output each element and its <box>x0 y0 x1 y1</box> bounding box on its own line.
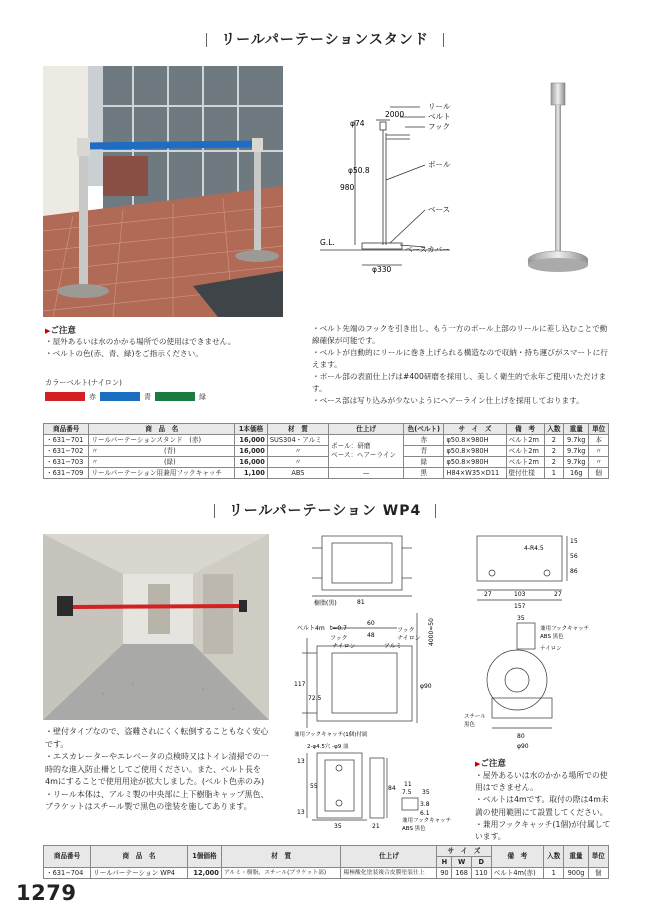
svg-text:フック: フック <box>397 627 415 634</box>
section2-warning-title: ▶ご注意 <box>475 759 506 769</box>
svg-text:56: 56 <box>570 553 578 560</box>
table-row: ・631−704 リールパーテーション WP4 12,000 アルミ・樹脂、スチール(ブラケット部) 陽極酸化塗装複合皮膜塗装仕上 90 168 110 ベルト4m(赤) 1 900g 個 <box>44 868 609 879</box>
section2-title: リールパーテーション WP4 <box>0 500 650 520</box>
stand-dimension-diagram <box>300 95 480 295</box>
svg-text:兼用フックキャッチ: 兼用フックキャッチ <box>402 818 452 824</box>
svg-text:黒色: 黒色 <box>464 722 476 728</box>
table-header-row: 商品番号 商 品 名 1本価格 材 質 仕上げ 色(ベルト) サ イ ズ 備 考 入数 重量 単位 <box>44 424 609 435</box>
svg-text:兼用フックキャッチ: 兼用フックキャッチ <box>540 626 590 632</box>
svg-text:6.1: 6.1 <box>420 810 430 817</box>
svg-text:2000: 2000 <box>385 110 405 119</box>
stand-photo <box>43 66 283 317</box>
color-label-blue: 青 <box>144 393 151 401</box>
svg-text:ナイロン: ナイロン <box>540 646 562 652</box>
section1-warning-title: ▶ご注意 <box>45 326 76 336</box>
svg-text:84: 84 <box>388 785 396 792</box>
svg-text:φ50.8: φ50.8 <box>348 166 370 175</box>
table-row: ・631−703 〃 (緑) 16,000 〃 緑 φ50.8×980H ベルト2m 2 9.7kg 〃 <box>44 457 609 468</box>
svg-text:3.8: 3.8 <box>420 801 430 808</box>
svg-text:13: 13 <box>297 809 305 816</box>
svg-text:スチール: スチール <box>464 714 486 720</box>
svg-text:81: 81 <box>357 599 365 606</box>
svg-text:φ74: φ74 <box>350 119 365 128</box>
section1-features: ・ベルト先端のフックを引き出し、もう一方のポール上部のリールに差し込むことで動線確保が可能です。 ・ベルトが自動的にリールに巻き上げられる構造なので収納・持ち運びがスマートに行えます。 ・ポール部の表面仕上げは#400研磨を採用し、美しく衛生的で永年ご使用いただけます。 ・ベース部は写り込みが少ないようにヘアーライン仕上げを採用しております。 <box>312 324 608 405</box>
svg-text:φ90: φ90 <box>517 743 529 750</box>
section1-spec-table <box>43 423 609 479</box>
svg-text:7.5: 7.5 <box>402 789 412 796</box>
svg-text:ベルト: ベルト <box>428 112 451 121</box>
svg-text:φ90: φ90 <box>420 683 432 690</box>
svg-text:樹脂(黒): 樹脂(黒) <box>314 600 337 607</box>
svg-text:t=0.7: t=0.7 <box>330 625 347 632</box>
svg-text:27: 27 <box>554 591 562 598</box>
color-swatch-green <box>155 392 195 401</box>
color-label-red: 赤 <box>89 393 96 401</box>
svg-text:55: 55 <box>310 783 318 790</box>
section2-warnings: ・屋外あるいは水のかかる場所での使用はできません。 ・ベルトは4mです。取付の際は4m未満の使用範囲にて設置してください。 ・兼用フックキャッチ(1個)が付属しています。 <box>475 771 611 842</box>
svg-text:27: 27 <box>484 591 492 598</box>
table-subheader-row: H W D <box>44 857 609 868</box>
svg-text:103: 103 <box>514 591 526 598</box>
svg-text:フック: フック <box>428 122 450 131</box>
svg-text:60: 60 <box>367 620 375 627</box>
svg-text:ABS 黒色: ABS 黒色 <box>540 634 564 640</box>
svg-text:ナイロン: ナイロン <box>397 635 421 642</box>
svg-text:86: 86 <box>570 568 578 575</box>
section2-features: ・壁付タイプなので、盗難されにくく転倒することもなく安心です。 ・エスカレーターやエレベータの点検時又はトイレ清掃での一時的な進入防止柵としてご使用ください。また、ベルト長を4mにすることで使用用途が拡大しました。(ベルト色赤のみ) ・リール本体は、アルミ製の中央部に上下樹脂キャップ黒色、ブラケットはスチール製で黒色の塗装を施してあります。 <box>45 727 269 811</box>
svg-text:48: 48 <box>367 632 375 639</box>
table-header-row: 商品番号 商 品 名 1個価格 材 質 仕上げ サ イ ズ 備 考 入数 重量 単位 <box>44 846 609 857</box>
svg-text:980: 980 <box>340 183 355 192</box>
svg-text:ナイロン: ナイロン <box>332 643 356 650</box>
svg-text:72.5: 72.5 <box>308 695 322 702</box>
color-belt-title: カラーベルト(ナイロン) <box>45 378 122 387</box>
svg-text:11: 11 <box>404 781 412 788</box>
svg-text:ABS 黒色: ABS 黒色 <box>402 826 426 832</box>
stand-product-photo <box>525 78 595 278</box>
wp4-photo <box>43 534 269 720</box>
svg-text:117: 117 <box>294 681 306 688</box>
svg-text:G.L.: G.L. <box>320 238 335 247</box>
svg-text:兼用フックキャッチ(1個)付属: 兼用フックキャッチ(1個)付属 <box>294 732 368 738</box>
svg-text:ベースカバー: ベースカバー <box>405 245 450 254</box>
svg-text:φ330: φ330 <box>372 265 392 274</box>
section1-warnings: ・屋外あるいは水のかかる場所での使用はできません。 ・ベルトの色(赤、青、緑)をご指示ください。 <box>45 337 236 358</box>
svg-text:157: 157 <box>514 603 526 610</box>
table-row: ・631−701 リールパーテーションスタンド (赤) 16,000 SUS304・アルミ ポール：研磨 ベース：ヘアーライン 赤 φ50.8×980H ベルト2m 2 9.7kg 本 <box>44 435 609 446</box>
svg-text:13: 13 <box>297 758 305 765</box>
svg-text:35: 35 <box>517 615 525 622</box>
svg-text:4-R4.5: 4-R4.5 <box>524 545 544 552</box>
svg-text:フック: フック <box>330 635 348 642</box>
svg-text:2-φ4.5穴 -φ9 皿: 2-φ4.5穴 -φ9 皿 <box>307 744 349 750</box>
color-label-green: 緑 <box>199 393 206 401</box>
color-swatch-blue <box>100 392 140 401</box>
section1-title: リールパーテーションスタンド <box>0 29 650 49</box>
table-row: ・631−702 〃 (青) 16,000 〃 青 φ50.8×980H ベルト2m 2 9.7kg 〃 <box>44 446 609 457</box>
finish-merged-cell: ポール：研磨 ベース：ヘアーライン <box>329 435 404 468</box>
section2-spec-table <box>43 845 609 879</box>
svg-text:4000=50: 4000=50 <box>428 618 435 646</box>
svg-text:ベース: ベース <box>428 205 451 214</box>
svg-text:リール: リール <box>428 102 451 111</box>
svg-text:アルミ: アルミ <box>384 643 402 650</box>
table-row: ・631−709 リールパーテーション用兼用フックキャッチ 1,100 ABS — 黒 H84×W35×D11 壁付仕様 1 16g 個 <box>44 468 609 479</box>
svg-text:15: 15 <box>570 538 578 545</box>
svg-text:ベルト4m: ベルト4m <box>297 625 325 632</box>
svg-text:80: 80 <box>517 733 525 740</box>
svg-text:21: 21 <box>372 823 380 830</box>
svg-text:35: 35 <box>422 789 430 796</box>
page-number: 1279 <box>16 881 77 905</box>
svg-text:35: 35 <box>334 823 342 830</box>
color-swatch-red <box>45 392 85 401</box>
svg-text:ポール: ポール <box>428 160 451 169</box>
